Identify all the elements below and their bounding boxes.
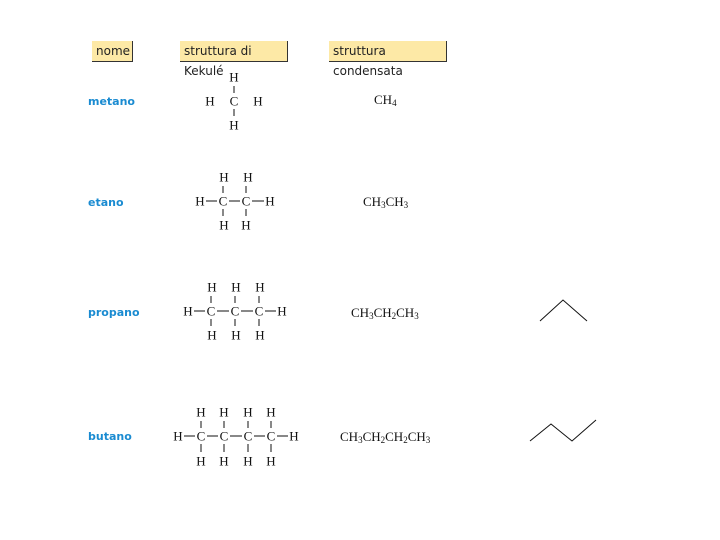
hydrogen-atom: H [229,117,239,133]
formula-group: CH [340,429,359,444]
carbon-atom: C [206,303,216,319]
hydrogen-atom: H [277,303,287,319]
carbon-atom: C [230,303,240,319]
formula-subscript: 3 [414,311,419,321]
formula-subscript: 3 [381,200,386,210]
hydrogen-atom: H [173,428,183,444]
name-metano: metano [88,95,135,108]
hydrogen-atom: H [196,453,206,469]
hydrogen-atom: H [219,453,229,469]
hydrogen-atom: H [195,193,205,209]
formula-group: CH [385,429,404,444]
formula-group: CH [407,429,426,444]
carbon-atom: C [196,428,206,444]
formula-group: CH [374,92,393,107]
hydrogen-atom: H [207,279,217,295]
formula-subscript: 3 [403,200,409,210]
carbon-atom: C [229,93,239,109]
hydrogen-atom: H [183,303,193,319]
hydrogen-atom: H [229,69,239,85]
formula-group: CH [373,305,392,320]
hydrogen-atom: H [243,404,253,420]
carbon-atom: C [243,428,253,444]
formula-group: CH [363,194,382,209]
formula-group: CH [362,429,381,444]
hydrogen-atom: H [219,404,229,420]
hydrogen-atom: H [243,453,253,469]
hydrogen-atom: H [289,428,299,444]
hydrogen-atom: H [205,93,215,109]
header-condensata-label: struttura condensata [333,44,403,78]
formula-group: CH [385,194,404,209]
formula-subscript: 3 [425,435,431,445]
carbon-atom: C [266,428,276,444]
carbon-atom: C [241,193,251,209]
hydrogen-atom: H [266,404,276,420]
hydrogen-atom: H [255,327,265,343]
name-butano: butano [88,430,132,443]
hydrogen-atom: H [231,327,241,343]
hydrogen-atom: H [219,217,229,233]
formula-subscript: 2 [380,435,386,445]
carbon-atom: C [219,428,229,444]
hydrogen-atom: H [196,404,206,420]
hydrogen-atom: H [241,217,251,233]
hydrogen-atom: H [253,93,263,109]
name-propano: propano [88,306,140,319]
hydrogen-atom: H [219,169,229,185]
formula-group: CH [396,305,415,320]
hydrogen-atom: H [266,453,276,469]
formula-subscript: 3 [358,435,363,445]
hydrogen-atom: H [231,279,241,295]
formula-subscript: 2 [391,311,397,321]
header-kekule-label: struttura di Kekulé [184,44,252,78]
hydrogen-atom: H [265,193,275,209]
skeletal-butano [530,420,596,441]
formula-subscript: 4 [392,98,397,108]
carbon-atom: C [218,193,228,209]
formula-group: CH [351,305,370,320]
hydrogen-atom: H [207,327,217,343]
hydrogen-atom: H [243,169,253,185]
skeletal-propano [540,300,587,321]
formula-subscript: 2 [403,435,408,445]
hydrogen-atom: H [255,279,265,295]
header-nome-label: nome [96,44,131,58]
formula-subscript: 3 [369,311,374,321]
carbon-atom: C [254,303,264,319]
name-etano: etano [88,196,124,209]
